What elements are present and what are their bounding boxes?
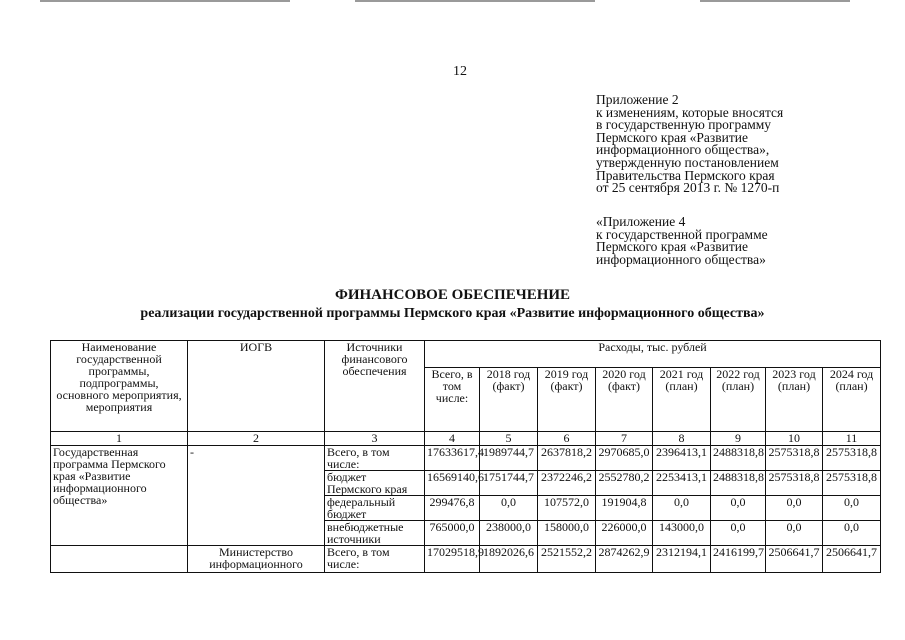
value-cell: 2552780,2 — [596, 471, 653, 496]
value-cell: 2506641,7 — [823, 546, 881, 573]
value-cell: 1892026,6 — [480, 546, 538, 573]
value-cell: 1989744,7 — [480, 446, 538, 471]
value-cell: 0,0 — [766, 496, 823, 521]
source-cell: Всего, в том числе: — [325, 546, 425, 573]
header-year-2020: 2020 год (факт) — [596, 368, 653, 432]
value-cell: 16569140,6 — [425, 471, 480, 496]
table-row — [51, 446, 881, 471]
source-cell: бюджет Пермского края — [325, 471, 425, 496]
value-cell: 0,0 — [823, 521, 881, 546]
header-sources: Источники финансового обеспечения — [325, 341, 425, 432]
header-iogv: ИОГВ — [188, 341, 325, 432]
source-cell: федеральный бюджет — [325, 496, 425, 521]
value-cell: 2416199,7 — [711, 546, 766, 573]
value-cell: 2575318,8 — [766, 471, 823, 496]
value-cell: 2575318,8 — [766, 446, 823, 471]
value-cell: 107572,0 — [538, 496, 596, 521]
column-index: 10 — [766, 432, 823, 446]
column-index: 9 — [711, 432, 766, 446]
header-year-2018: 2018 год (факт) — [480, 368, 538, 432]
source-cell: внебюджетные источники — [325, 521, 425, 546]
appendix-2-note: Приложение 2 к изменениям, которые вносятся в государственную программу Пермского края «Развитие информационного общества», утвержденную постановлением Правительства Пермского края от 25 сентября 2013 г. № 1270-п — [596, 92, 784, 196]
header-year-2021: 2021 год (план) — [653, 368, 711, 432]
header-year-2022: 2022 год (план) — [711, 368, 766, 432]
header-expenses: Расходы, тыс. рублей — [425, 341, 881, 368]
table-header-row — [51, 341, 881, 368]
column-index: 5 — [480, 432, 538, 446]
value-cell: 0,0 — [766, 521, 823, 546]
value-cell: 226000,0 — [596, 521, 653, 546]
table-row — [51, 546, 881, 573]
value-cell: 765000,0 — [425, 521, 480, 546]
value-cell: 0,0 — [653, 496, 711, 521]
column-index: 1 — [51, 432, 188, 446]
value-cell: 2312194,1 — [653, 546, 711, 573]
value-cell: 299476,8 — [425, 496, 480, 521]
iogv-cell — [188, 546, 325, 573]
document-title: ФИНАНСОВОЕ ОБЕСПЕЧЕНИЕ — [334, 287, 571, 303]
scan-artifact-line — [355, 0, 595, 2]
value-cell: 2637818,2 — [538, 446, 596, 471]
scan-artifact-line — [700, 0, 850, 2]
column-index: 11 — [823, 432, 881, 446]
header-year-2023: 2023 год (план) — [766, 368, 823, 432]
value-cell: 2372246,2 — [538, 471, 596, 496]
value-cell: 2253413,1 — [653, 471, 711, 496]
column-index: 6 — [538, 432, 596, 446]
column-index-row — [51, 432, 881, 446]
source-cell: Всего, в том числе: — [325, 446, 425, 471]
value-cell: 1751744,7 — [480, 471, 538, 496]
value-cell: 191904,8 — [596, 496, 653, 521]
value-cell: 2874262,9 — [596, 546, 653, 573]
value-cell: 17029518,9 — [425, 546, 480, 573]
value-cell: 0,0 — [711, 496, 766, 521]
value-cell: 2970685,0 — [596, 446, 653, 471]
header-total: Всего, в том числе: — [425, 368, 480, 432]
value-cell: 2396413,1 — [653, 446, 711, 471]
column-index: 2 — [188, 432, 325, 446]
appendix-4-note: «Приложение 4 к государственной программе Пермского края «Развитие информационного общества» — [596, 214, 768, 267]
header-name: Наименование государственной программы, подпрограммы, основного мероприятия, мероприятия — [51, 341, 188, 432]
financing-table — [50, 340, 881, 573]
value-cell: 158000,0 — [538, 521, 596, 546]
value-cell: 0,0 — [823, 496, 881, 521]
value-cell: 0,0 — [480, 496, 538, 521]
column-index: 8 — [653, 432, 711, 446]
column-index: 7 — [596, 432, 653, 446]
document-subtitle: реализации государственной программы Пермского края «Развитие информационного общества» — [140, 306, 765, 321]
header-year-2024: 2024 год (план) — [823, 368, 881, 432]
column-index: 3 — [325, 432, 425, 446]
iogv-text: Министерство информационного — [209, 546, 303, 570]
scan-artifact-line — [40, 0, 290, 2]
value-cell: 238000,0 — [480, 521, 538, 546]
value-cell: 2521552,2 — [538, 546, 596, 573]
page-number: 12 — [453, 64, 467, 79]
value-cell: 2488318,8 — [711, 446, 766, 471]
value-cell: 0,0 — [711, 521, 766, 546]
program-name-cell: Государственная программа Пермского края «Развитие информационного общества» — [51, 446, 188, 546]
value-cell: 2506641,7 — [766, 546, 823, 573]
program-name-continued-cell — [51, 546, 188, 573]
column-index: 4 — [425, 432, 480, 446]
value-cell: 2575318,8 — [823, 446, 881, 471]
value-cell: 2488318,8 — [711, 471, 766, 496]
value-cell: 2575318,8 — [823, 471, 881, 496]
header-year-2019: 2019 год (факт) — [538, 368, 596, 432]
value-cell: 17633617,4 — [425, 446, 480, 471]
program-iogv-cell: - — [188, 446, 325, 546]
value-cell: 143000,0 — [653, 521, 711, 546]
